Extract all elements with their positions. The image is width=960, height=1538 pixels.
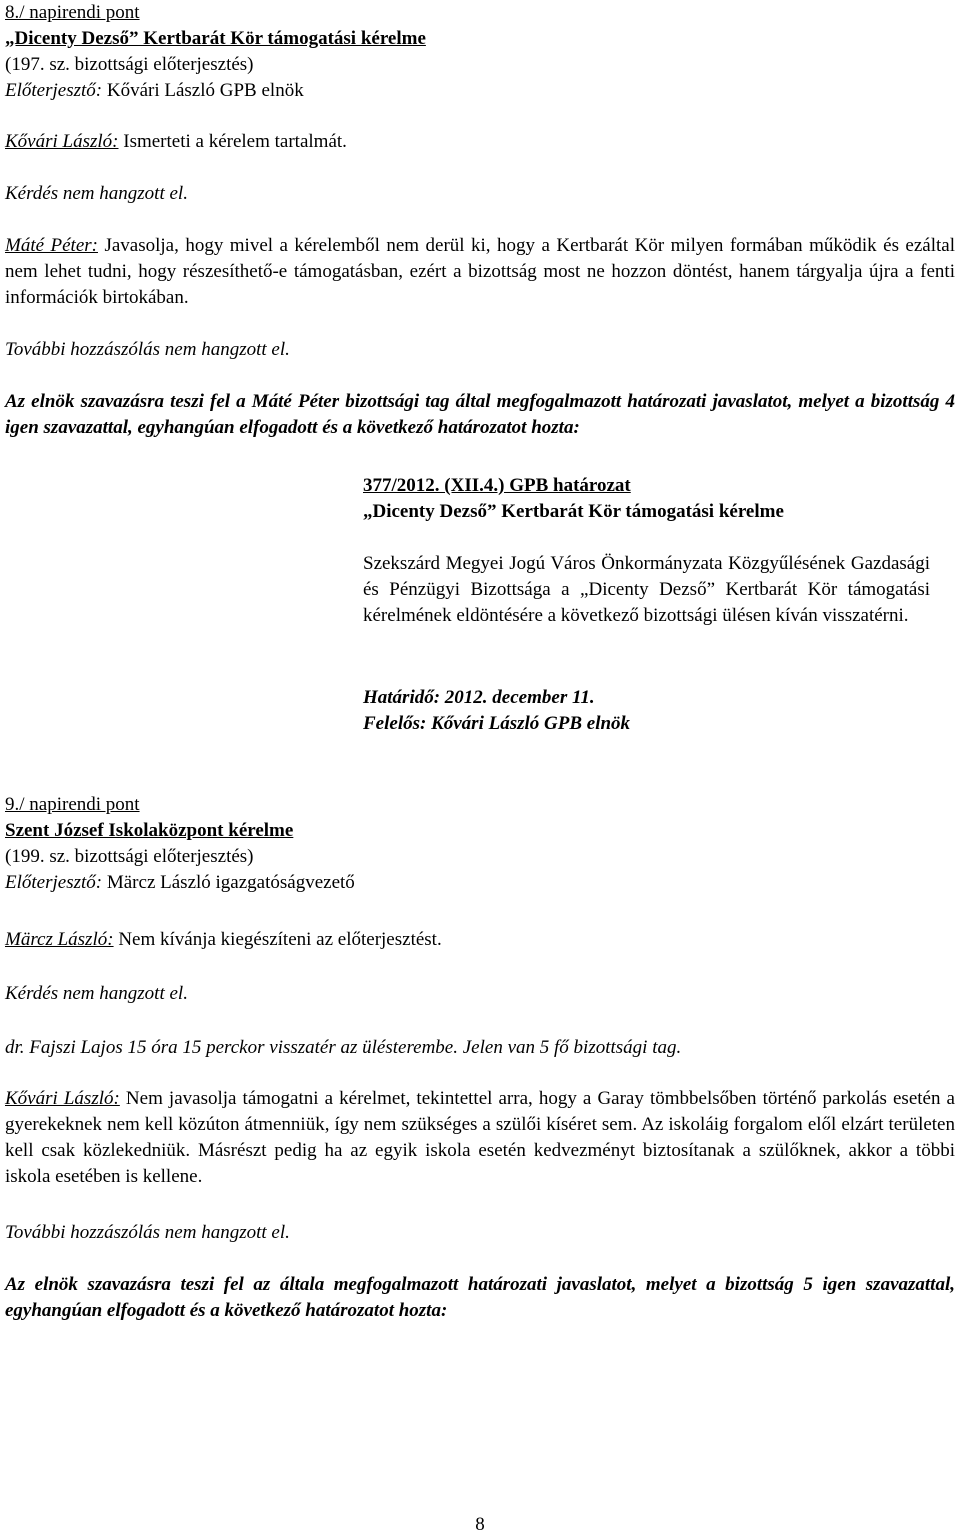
- item8-presenter: [5, 78, 955, 104]
- speaker-text: Javasolja, hogy mivel a kérelemből nem derül ki, hogy a Kertbarát Kör milyen formában működik és ezáltal nem lehet tudni, hogy részesíthető-e támogatásban, ezért a bizottság most ne hozzon döntést, hanem tárgyalja újra a fenti információk birtokában.: [5, 235, 956, 308]
- resolution-title: „Dicenty Dezső” Kertbarát Kör támogatási kérelme: [363, 501, 784, 522]
- item8-speaker1: [5, 129, 955, 155]
- item8-ref: (197. sz. bizottsági előterjesztés): [5, 54, 254, 75]
- item9-presenter: [5, 870, 955, 896]
- presenter-name: Märcz László igazgatóságvezető: [102, 872, 355, 893]
- item9-note: dr. Fajszi Lajos 15 óra 15 perckor visszatér az ülésterembe. Jelen van 5 fő bizottsági tag.: [5, 1037, 682, 1058]
- speaker-name: Máté Péter:: [5, 235, 98, 256]
- item9-header: [5, 792, 955, 896]
- speaker-name: Märcz László:: [5, 929, 114, 950]
- item9-speaker2: [5, 1086, 955, 1190]
- item8-title: „Dicenty Dezső” Kertbarát Kör támogatási kérelme: [5, 28, 426, 49]
- item9-vote: Az elnök szavazásra teszi fel az általa megfogalmazott határozati javaslatot, melyet a bizottság 5 igen szavazattal, egyhangúan elfogadott és a következő határozatot hozta:: [5, 1274, 955, 1321]
- item9-no-comment: További hozzászólás nem hangzott el.: [5, 1222, 290, 1243]
- resolution-number: 377/2012. (XII.4.) GPB határozat: [363, 475, 631, 496]
- item8-no-question: Kérdés nem hangzott el.: [5, 183, 188, 204]
- resolution-body: Szekszárd Megyei Jogú Város Önkormányzata Közgyűlésének Gazdasági és Pénzügyi Bizottsága a „Dicenty Dezső” Kertbarát Kör támogatási kérelmének eldöntésére a következő bizottsági ülésen kíván visszatérni.: [363, 553, 930, 626]
- item8-vote: Az elnök szavazásra teszi fel a Máté Péter bizottsági tag által megfogalmazott határozati javaslatot, melyet a bizottság 4 igen szavazattal, egyhangúan elfogadott és a következő határozatot hozta:: [5, 391, 955, 438]
- presenter-name: Kővári László GPB elnök: [102, 80, 304, 101]
- presenter-label: Előterjesztő:: [5, 872, 103, 893]
- page-number: 8: [475, 1514, 485, 1535]
- item8-speaker2: [5, 233, 955, 311]
- speaker-text: Nem kívánja kiegészíteni az előterjesztést.: [113, 929, 442, 950]
- speaker-text: Nem javasolja támogatni a kérelmet, tekintettel arra, hogy a Garay tömbbelsőben történő parkolás esetén a gyerekeknek nem kell közúton átmenniük, így nem szükséges a szülői kíséret sem. Az iskoláig forgalom elől elzárt területen kell csak közlekedniük. Másrészt pedig ha az egyik iskola esetén kedvezményt biztosítanak a szülőknek, akkor a többi iskola esetében is kellene.: [5, 1088, 955, 1187]
- item9-number: 9./ napirendi pont: [5, 794, 140, 815]
- item9-ref: (199. sz. bizottsági előterjesztés): [5, 846, 254, 867]
- resolution-deadline: Határidő: 2012. december 11.: [363, 687, 595, 708]
- item8-header: [5, 0, 955, 104]
- item9-speaker1: [5, 927, 955, 953]
- item8-number: 8./ napirendi pont: [5, 2, 140, 23]
- presenter-label: Előterjesztő:: [5, 80, 103, 101]
- item8-no-comment: További hozzászólás nem hangzott el.: [5, 339, 290, 360]
- speaker-name: Kővári László:: [5, 1088, 120, 1109]
- resolution-block: [363, 473, 930, 629]
- speaker-name: Kővári László:: [5, 131, 119, 152]
- item9-no-question: Kérdés nem hangzott el.: [5, 983, 188, 1004]
- resolution-responsible: Felelős: Kővári László GPB elnök: [363, 713, 631, 734]
- speaker-text: Ismerteti a kérelem tartalmát.: [118, 131, 347, 152]
- item9-title: Szent József Iskolaközpont kérelme: [5, 820, 294, 841]
- resolution-deadline-block: [363, 685, 930, 737]
